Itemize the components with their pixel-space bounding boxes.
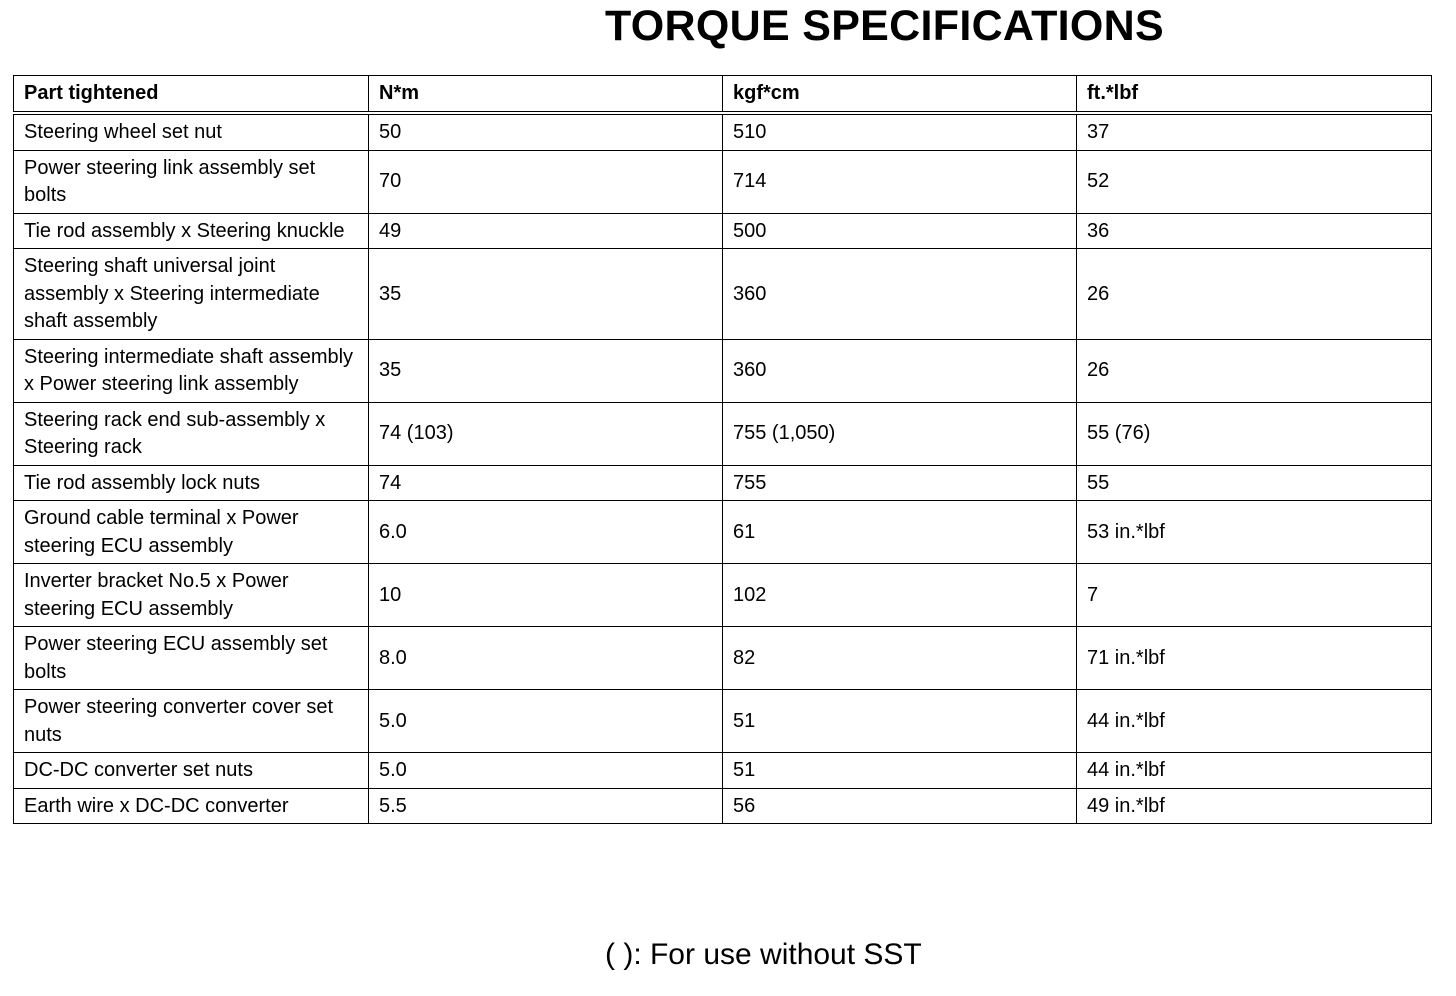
nm-cell: 49 — [369, 213, 723, 249]
nm-cell: 35 — [369, 249, 723, 340]
kgfcm-cell: 500 — [723, 213, 1077, 249]
ftlbf-cell: 52 — [1077, 150, 1432, 213]
part-cell: Inverter bracket No.5 x Power steering ECU assembly — [14, 564, 369, 627]
table-row — [14, 113, 1432, 150]
nm-cell: 35 — [369, 339, 723, 402]
ftlbf-cell: 26 — [1077, 249, 1432, 340]
ftlbf-cell: 53 in.*lbf — [1077, 501, 1432, 564]
nm-cell: 5.5 — [369, 788, 723, 824]
kgfcm-cell: 360 — [723, 339, 1077, 402]
kgfcm-cell: 755 — [723, 465, 1077, 501]
part-cell: Earth wire x DC-DC converter — [14, 788, 369, 824]
nm-cell: 6.0 — [369, 501, 723, 564]
kgfcm-cell: 360 — [723, 249, 1077, 340]
table-row — [14, 564, 1432, 627]
table-body — [14, 113, 1432, 824]
table-row — [14, 465, 1432, 501]
nm-cell: 5.0 — [369, 690, 723, 753]
kgfcm-cell: 102 — [723, 564, 1077, 627]
nm-cell: 8.0 — [369, 627, 723, 690]
ftlbf-cell: 55 (76) — [1077, 402, 1432, 465]
part-cell: Power steering link assembly set bolts — [14, 150, 369, 213]
ftlbf-cell: 44 in.*lbf — [1077, 690, 1432, 753]
part-cell: Steering rack end sub-assembly x Steering rack — [14, 402, 369, 465]
table-header — [14, 76, 1432, 114]
ftlbf-cell: 37 — [1077, 113, 1432, 150]
nm-cell: 74 — [369, 465, 723, 501]
table-row — [14, 690, 1432, 753]
table-row — [14, 150, 1432, 213]
header-ftlbf: ft.*lbf — [1077, 76, 1432, 114]
part-cell: Ground cable terminal x Power steering ECU assembly — [14, 501, 369, 564]
nm-cell: 5.0 — [369, 753, 723, 789]
ftlbf-cell: 55 — [1077, 465, 1432, 501]
ftlbf-cell: 49 in.*lbf — [1077, 788, 1432, 824]
table-row — [14, 753, 1432, 789]
table-row — [14, 249, 1432, 340]
part-cell: Steering wheel set nut — [14, 113, 369, 150]
ftlbf-cell: 7 — [1077, 564, 1432, 627]
table-row — [14, 788, 1432, 824]
table-row — [14, 339, 1432, 402]
torque-spec-table — [13, 75, 1432, 824]
nm-cell: 74 (103) — [369, 402, 723, 465]
ftlbf-cell: 44 in.*lbf — [1077, 753, 1432, 789]
header-row — [14, 76, 1432, 114]
ftlbf-cell: 71 in.*lbf — [1077, 627, 1432, 690]
table-row — [14, 213, 1432, 249]
kgfcm-cell: 510 — [723, 113, 1077, 150]
nm-cell: 70 — [369, 150, 723, 213]
part-cell: DC-DC converter set nuts — [14, 753, 369, 789]
kgfcm-cell: 51 — [723, 753, 1077, 789]
nm-cell: 10 — [369, 564, 723, 627]
nm-cell: 50 — [369, 113, 723, 150]
part-cell: Power steering ECU assembly set bolts — [14, 627, 369, 690]
part-cell: Tie rod assembly x Steering knuckle — [14, 213, 369, 249]
header-part-tightened: Part tightened — [14, 76, 369, 114]
part-cell: Steering shaft universal joint assembly x Steering intermediate shaft assembly — [14, 249, 369, 340]
table-row — [14, 402, 1432, 465]
part-cell: Steering intermediate shaft assembly x Power steering link assembly — [14, 339, 369, 402]
header-nm: N*m — [369, 76, 723, 114]
page-title: TORQUE SPECIFICATIONS — [605, 2, 1164, 50]
ftlbf-cell: 26 — [1077, 339, 1432, 402]
table-row — [14, 501, 1432, 564]
kgfcm-cell: 755 (1,050) — [723, 402, 1077, 465]
header-kgfcm: kgf*cm — [723, 76, 1077, 114]
part-cell: Tie rod assembly lock nuts — [14, 465, 369, 501]
table-row — [14, 627, 1432, 690]
ftlbf-cell: 36 — [1077, 213, 1432, 249]
kgfcm-cell: 714 — [723, 150, 1077, 213]
kgfcm-cell: 56 — [723, 788, 1077, 824]
kgfcm-cell: 51 — [723, 690, 1077, 753]
kgfcm-cell: 82 — [723, 627, 1077, 690]
footnote: ( ): For use without SST — [605, 938, 922, 971]
kgfcm-cell: 61 — [723, 501, 1077, 564]
part-cell: Power steering converter cover set nuts — [14, 690, 369, 753]
